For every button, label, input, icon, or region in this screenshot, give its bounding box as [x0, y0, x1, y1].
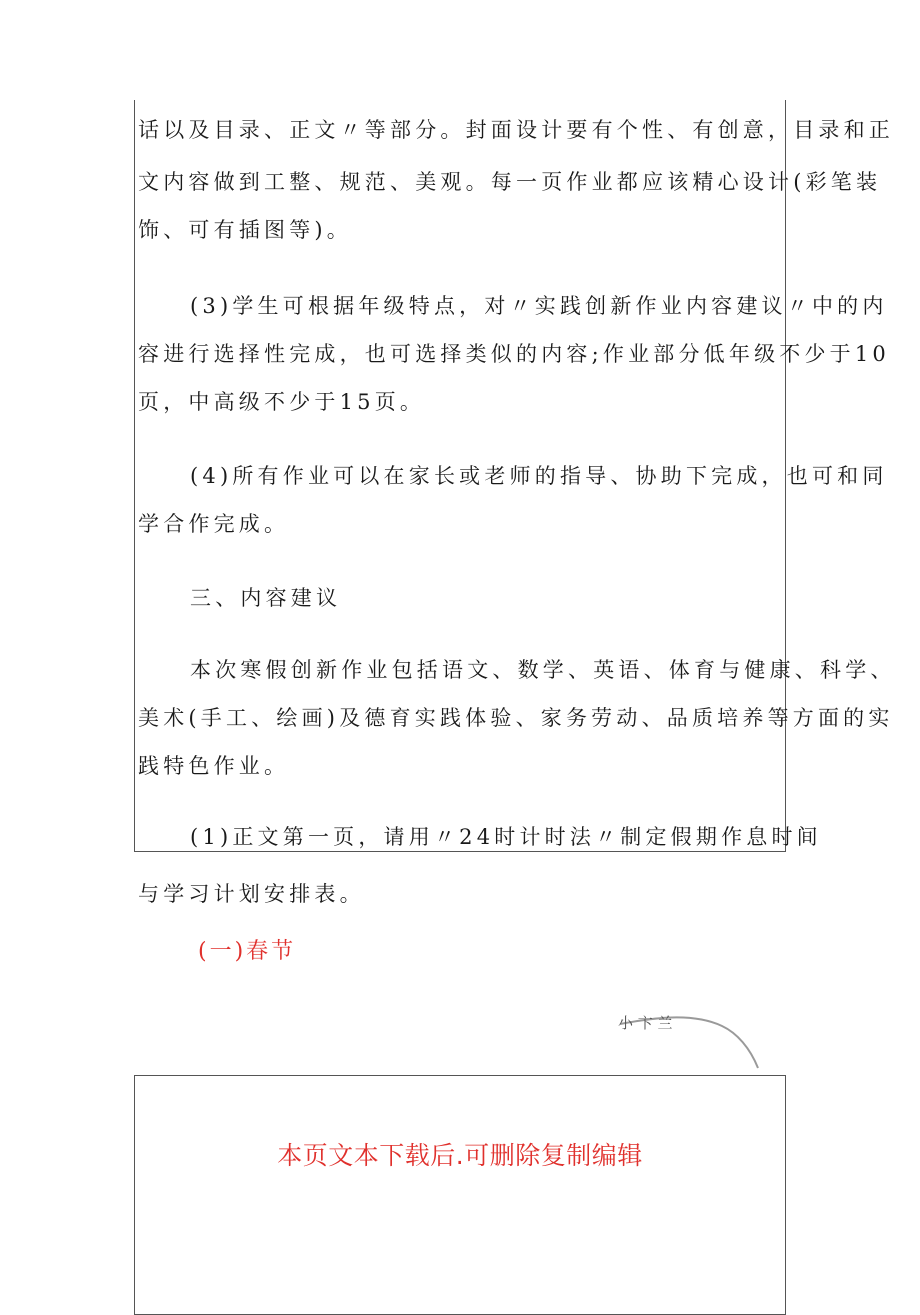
text-line: 美术(手工、绘画)及德育实践体验、家务劳动、品质培养等方面的实 — [138, 706, 894, 730]
text-line: (4)所有作业可以在家长或老师的指导、协助下完成，也可和同 — [190, 464, 888, 488]
red-subheading: (一)春节 — [198, 939, 297, 964]
content-frame-bottom — [134, 1075, 786, 1315]
text-line: 页，中高级不少于15页。 — [138, 390, 426, 414]
text-line: 与学习计划安排表。 — [138, 882, 365, 906]
text-line: (3)学生可根据年级特点，对〃实践创新作业内容建议〃中的内 — [190, 294, 888, 318]
section-heading: 三、内容建议 — [190, 586, 342, 610]
text-line: 容进行选择性完成，也可选择类似的内容;作业部分低年级不少于10 — [138, 342, 890, 366]
handwritten-mark — [612, 1008, 762, 1074]
text-line: 践特色作业。 — [138, 754, 290, 778]
text-line: 学合作完成。 — [138, 512, 290, 536]
download-notice: 本页文本下载后.可删除复制编辑 — [277, 1141, 643, 1170]
text-line: 文内容做到工整、规范、美观。每一页作业都应该精心设计(彩笔装 — [138, 170, 882, 194]
text-line: 话以及目录、正文〃等部分。封面设计要有个性、有创意，目录和正 — [138, 118, 894, 142]
text-line: (1)正文第一页，请用〃24时计时法〃制定假期作息时间 — [190, 825, 822, 849]
text-line: 饰、可有插图等)。 — [138, 218, 352, 242]
text-line: 本次寒假创新作业包括语文、数学、英语、体育与健康、科学、 — [190, 658, 896, 682]
stamp-text: 小 卞 兰 — [618, 1014, 673, 1032]
